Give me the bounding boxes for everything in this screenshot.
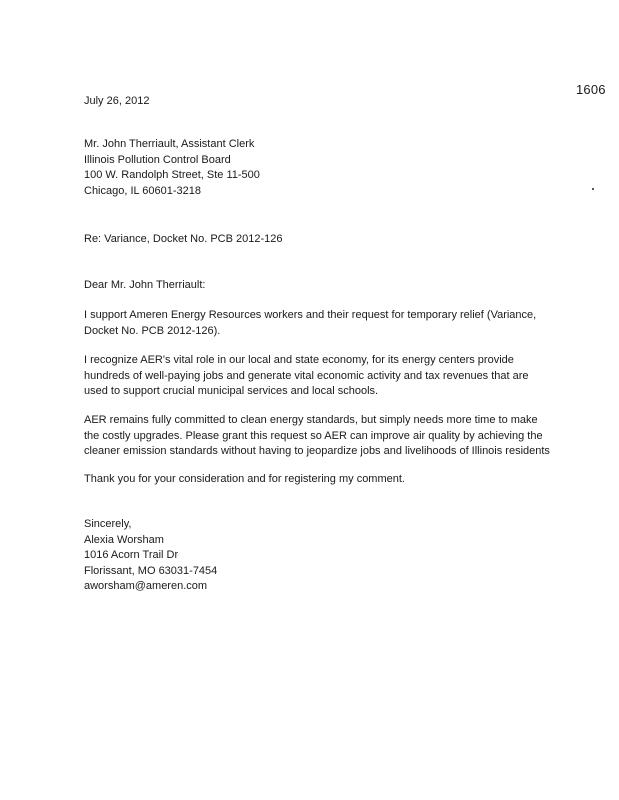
sender-street: 1016 Acorn Trail Dr [84,549,179,561]
signature-block [84,517,217,595]
body-paragraph [84,308,584,339]
recipient-name-line: Mr. John Therriault, Assistant Clerk [84,138,255,150]
recipient-organization-line: Illinois Pollution Control Board [84,153,231,166]
recipient-city-line: Chicago, IL 60601-3218 [84,184,202,197]
paragraph-line: cleaner emission standards without having to jeopardize jobs and livelihoods of Illinois residents [84,445,550,457]
paragraph-line: hundreds of well-paying jobs and generate vital economic activity and tax revenues that are [84,369,529,382]
paragraph-line: Docket No. PCB 2012-126). [84,324,221,337]
paragraph-line: used to support crucial municipal services and local schools. [84,385,379,397]
valediction: Sincerely, [84,518,132,530]
recipient-address [84,137,260,199]
salutation: Dear Mr. John Therriault: [84,279,206,291]
subject-line: Re: Variance, Docket No. PCB 2012-126 [84,233,283,245]
paragraph-line: I recognize AER's vital role in our local and state economy, for its energy centers provide [84,354,514,366]
sender-name: Alexia Worsham [84,533,164,546]
page-number: 1606 [576,82,606,97]
paragraph-line: I support Ameren Energy Resources workers and their request for temporary relief (Variance, [84,309,537,321]
closing-sentence: Thank you for your consideration and for registering my comment. [84,473,405,485]
sender-city: Florissant, MO 63031-7454 [84,564,218,577]
body-paragraph [84,413,584,460]
letter-date: July 26, 2012 [84,95,150,107]
sender-email: aworsham@ameren.com [84,580,208,592]
recipient-street-line: 100 W. Randolph Street, Ste 11-500 [84,169,260,181]
scan-speck [592,188,594,190]
body-paragraph [84,353,584,400]
paragraph-line: the costly upgrades. Please grant this request so AER can improve air quality by achieving the [84,429,543,442]
paragraph-line: AER remains fully committed to clean energy standards, but simply needs more time to make [84,414,538,426]
